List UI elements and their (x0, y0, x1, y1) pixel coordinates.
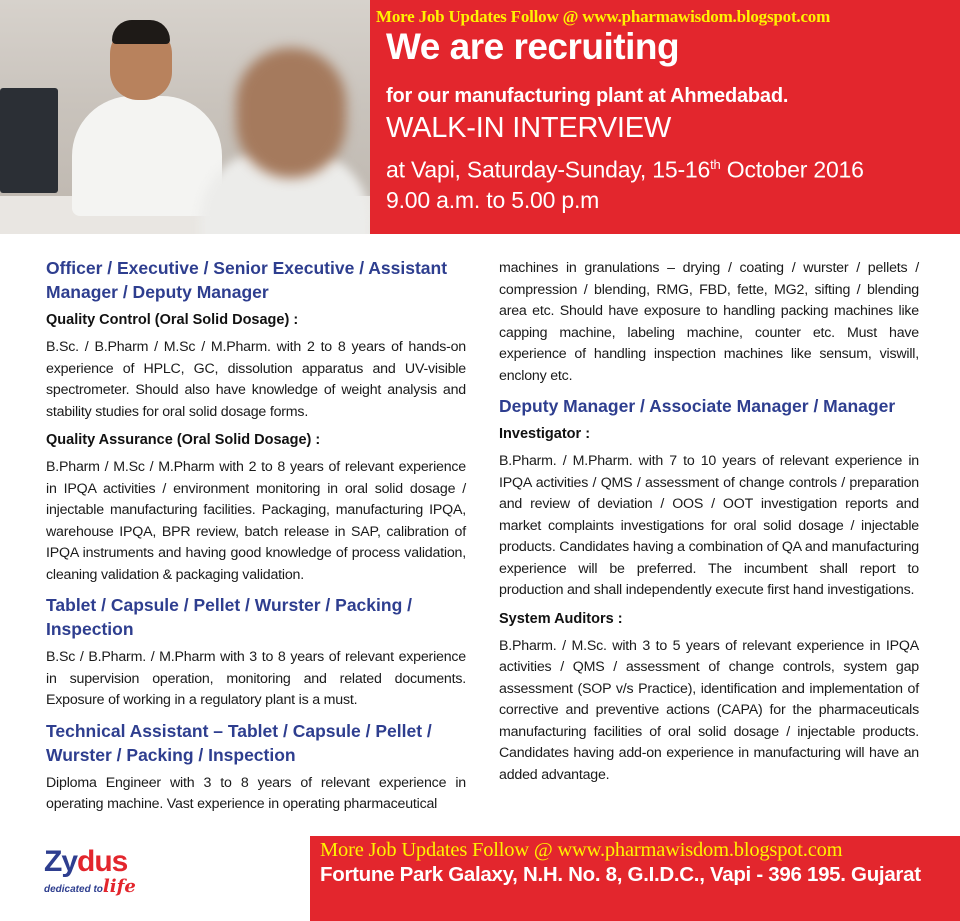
logo-tag-dedicated: dedicated (44, 884, 91, 895)
technical-text-continued: machines in granulations – drying / coating / wurster / pellets / compression / blending, RMG, FBD, fette, MG2, sifting / blending area etc. Should have exposure to handling packing machines like capping machine, labeling machine, counter etc. Must have experience of handling inspection machines like sensum, viswill, enclony etc. (499, 260, 919, 384)
logo-tag-to: to (93, 884, 103, 895)
section-officer-heading: Officer / Executive / Senior Executive / Assistant Manager / Deputy Manager (46, 258, 448, 302)
timing: 9.00 a.m. to 5.00 p.m (386, 187, 600, 213)
footer-promo-text: More Job Updates Follow @ www.pharmawisdom.blogspot.com (320, 839, 843, 861)
right-column (499, 258, 919, 793)
header-photo (0, 0, 370, 234)
venue-prefix: at Vapi, Saturday-Sunday, 15-16 (386, 156, 711, 183)
investigator-title: Investigator : (499, 426, 591, 442)
woman-head (236, 48, 346, 178)
auditors-title: System Auditors : (499, 610, 623, 627)
section-tablet-heading: Tablet / Capsule / Pellet / Wurster / Packing / Inspection (46, 595, 412, 639)
logo-wordmark (44, 846, 136, 878)
qa-text: B.Pharm / M.Sc / M.Pharm with 2 to 8 years of relevant experience in IPQA activities / environment monitoring in oral solid dosage / injectable manufacturing facilities. Packaging, manufacturing IPQA, warehouse IPQA, BPR review, batch release in SAP, calibration of IPQA instruments and having good knowledge of process validation, cleaning validation & packaging validation. (46, 459, 466, 583)
monitor-shape (0, 88, 58, 193)
technical-text: Diploma Engineer with 3 to 8 years of relevant experience in operating machine. Vast experience in operating pharmaceutical (46, 774, 466, 812)
auditors-text: B.Pharm. / M.Sc. with 3 to 5 years of relevant experience in IPQA activities / QMS / assessment of change controls, system gap assessment (SOP v/s Practice), identification and implementation of corrective and preventive actions (CAPA) for the pharmaceuticals manufacturing facilities of oral solid dosage / injectable products. Candidates having add-on experience in manufacturing will have an added advantage. (499, 637, 919, 783)
logo-dus: dus (77, 845, 128, 878)
logo-zy: Zy (44, 845, 78, 878)
walkin-title: WALK-IN INTERVIEW (386, 112, 672, 144)
left-column (46, 256, 466, 823)
man-hair (112, 20, 170, 44)
header-banner (0, 0, 960, 234)
footer-address: Fortune Park Galaxy, N.H. No. 8, G.I.D.C., Vapi - 396 195. Gujarat (320, 863, 921, 886)
venue-suffix: October 2016 (720, 156, 864, 183)
qa-title: Quality Assurance (Oral Solid Dosage) : (46, 432, 321, 448)
section-manager-heading: Deputy Manager / Associate Manager / Manager (499, 396, 896, 416)
top-promo-text: More Job Updates Follow @ www.pharmawisdom.blogspot.com (376, 7, 831, 26)
investigator-text: B.Pharm. / M.Pharm. with 7 to 10 years of relevant experience in IPQA activities / QMS / assessment of change controls / preparation and review of deviation / OOS / OOT investigation reports and market complaints investigations for oral solid dosage / injectable products. Candidates having a combination of QA and manufacturing experience will be preferred. The incumbent shall report to production and shall independently execute first hand investigations. (499, 453, 919, 598)
logo-tag-life: life (102, 876, 136, 897)
qc-text: B.Sc. / B.Pharm / M.Sc / M.Pharm. with 2 to 8 years of hands-on experience of HPLC, GC, dissolution apparatus and UV-visible spectrometer. Should also have knowledge of weight analysis and stability studies for oral solid dosage forms. (46, 339, 466, 420)
man-figure (72, 96, 222, 216)
logo-tagline (44, 876, 136, 897)
venue-date (386, 154, 864, 181)
zydus-logo (44, 846, 136, 897)
footer-red-panel (310, 836, 960, 921)
headline: We are recruiting (386, 26, 680, 67)
header-red-panel (370, 0, 960, 234)
section-technical-heading: Technical Assistant – Tablet / Capsule / Pellet / Wurster / Packing / Inspection (46, 720, 432, 765)
tablet-text: B.Sc / B.Pharm. / M.Pharm with 3 to 8 years of relevant experience in supervision operation, monitoring and related documents. Exposure of working in a regulatory plant is a must. (46, 649, 466, 708)
qc-title: Quality Control (Oral Solid Dosage) : (46, 312, 299, 328)
subline: for our manufacturing plant at Ahmedabad. (386, 85, 789, 107)
venue-sup: th (710, 157, 721, 172)
